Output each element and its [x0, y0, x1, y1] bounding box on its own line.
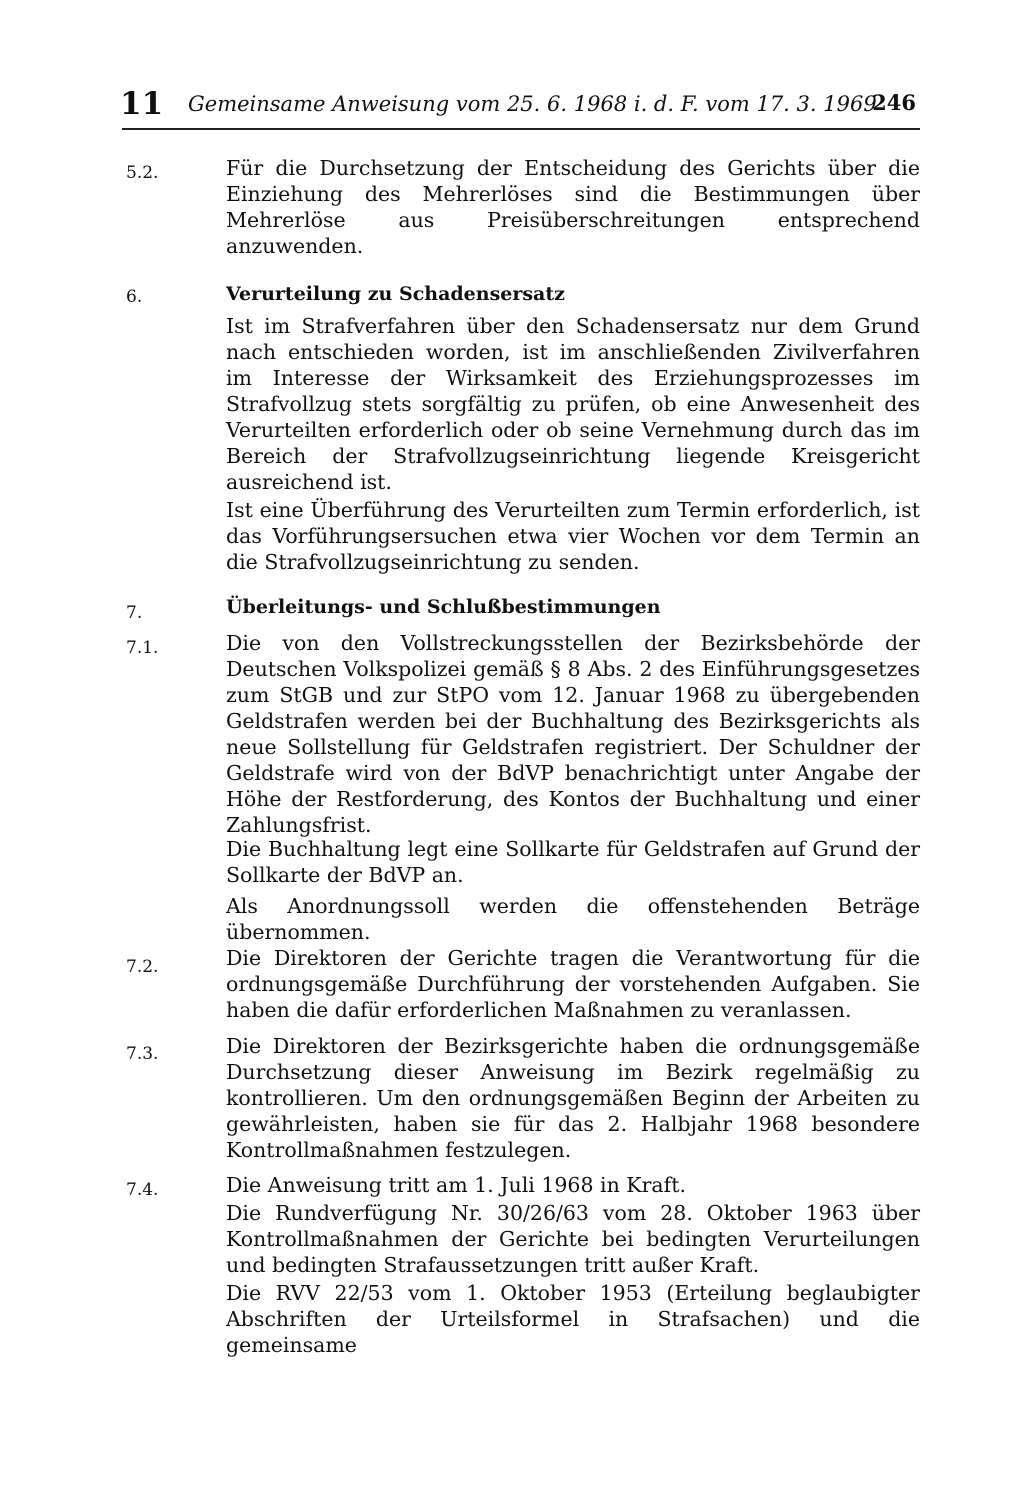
chapter-number: 11	[120, 86, 164, 122]
section-7-2	[226, 945, 920, 1023]
section-7	[226, 596, 920, 618]
section-5-2	[226, 155, 920, 259]
running-header	[120, 86, 920, 126]
section-number-6: 6.	[126, 287, 143, 307]
section-7-1-paragraph-2: Die Buchhaltung legt eine Sollkarte für Geldstrafen auf Grund der Sollkarte der BdVP an.	[226, 837, 920, 887]
section-number-7-3: 7.3.	[126, 1044, 159, 1064]
section-7-4-paragraph-3: Die RVV 22/53 vom 1. Oktober 1953 (Erteilung beglaubigter Abschriften der Urteilsformel in Strafsachen) und die gemeinsame	[226, 1281, 920, 1357]
section-7-1-paragraph-3: Als Anordnungssoll werden die offenstehenden Beträge übernommen.	[226, 894, 920, 944]
section-6-paragraph-2: Ist eine Überführung des Verurteilten zum Termin erforderlich, ist das Vorführungsersuchen etwa vier Wochen vor dem Termin an die Strafvollzugseinrichtung zu senden.	[226, 498, 920, 574]
section-7-3-text: Die Direktoren der Bezirksgerichte haben die ordnungsgemäße Durchsetzung dieser Anweisung im Bezirk regelmäßig zu kontrollieren. Um den ordnungsgemäßen Beginn der Arbeiten zu gewährleisten, haben sie für das 2. Halbjahr 1968 besondere Kontrollmaßnahmen festzulegen.	[226, 1034, 920, 1162]
section-7-1-body-2	[226, 836, 920, 888]
section-6	[226, 283, 920, 305]
section-7-4-paragraph-2: Die Rundverfügung Nr. 30/26/63 vom 28. Oktober 1963 über Kontrollmaßnahmen der Gerichte bei bedingten Verurteilungen und bedingten Strafaussetzungen tritt außer Kraft.	[226, 1201, 920, 1277]
section-7-1	[226, 630, 920, 838]
section-6-heading: Verurteilung zu Schadensersatz	[226, 283, 565, 305]
section-7-4-paragraph-1: Die Anweisung tritt am 1. Juli 1968 in Kraft.	[226, 1173, 686, 1197]
section-7-1-body-3	[226, 893, 920, 945]
section-number-7-1: 7.1.	[126, 638, 159, 658]
section-number-7-2: 7.2.	[126, 957, 159, 977]
section-7-4-body-3	[226, 1280, 920, 1358]
page-number: 246	[872, 90, 916, 115]
section-7-2-text: Die Direktoren der Gerichte tragen die Verantwortung für die ordnungsgemäße Durchführung der vorstehenden Aufgaben. Sie haben die dafür erforderlichen Maßnahmen zu veranlassen.	[226, 946, 920, 1022]
header-rule	[122, 128, 920, 130]
section-7-4-body-2	[226, 1200, 920, 1278]
section-6-body-2	[226, 497, 920, 575]
section-5-2-text: Für die Durchsetzung der Entscheidung des Gerichts über die Einziehung des Mehrerlöses sind die Bestimmungen über Mehrerlöse aus Preisüberschreitungen entsprechend anzuwenden.	[226, 156, 920, 258]
header-title: Gemeinsame Anweisung vom 25. 6. 1968 i. d. F. vom 17. 3. 1969	[188, 92, 877, 116]
section-6-body	[226, 313, 920, 495]
section-7-4	[226, 1172, 920, 1198]
section-7-3	[226, 1033, 920, 1163]
section-7-1-paragraph-1: Die von den Vollstreckungsstellen der Bezirksbehörde der Deutschen Volkspolizei gemäß § 8 Abs. 2 des Einführungsgesetzes zum StGB und zur StPO vom 12. Januar 1968 zu übergebenden Geldstrafen werden bei der Buchhaltung des Bezirksgerichts als neue Sollstellung für Geldstrafen registriert. Der Schuldner der Geldstrafe wird von der BdVP benachrichtigt unter Angabe der Höhe der Restforderung, des Kontos der Buchhaltung und einer Zahlungsfrist.	[226, 631, 920, 837]
section-number-7: 7.	[126, 603, 143, 623]
section-number-7-4: 7.4.	[126, 1180, 159, 1200]
section-7-heading: Überleitungs- und Schlußbestimmungen	[226, 596, 661, 618]
section-6-paragraph-1: Ist im Strafverfahren über den Schadensersatz nur dem Grund nach entschieden worden, ist im anschließenden Zivilverfahren im Interesse der Wirksamkeit des Erziehungsprozesses im Strafvollzug stets sorgfältig zu prüfen, ob eine Anwesenheit des Verurteilten erforderlich oder ob seine Vernehmung durch das im Bereich der Strafvollzugseinrichtung liegende Kreisgericht ausreichend ist.	[226, 314, 920, 494]
section-number-5-2: 5.2.	[126, 163, 159, 183]
